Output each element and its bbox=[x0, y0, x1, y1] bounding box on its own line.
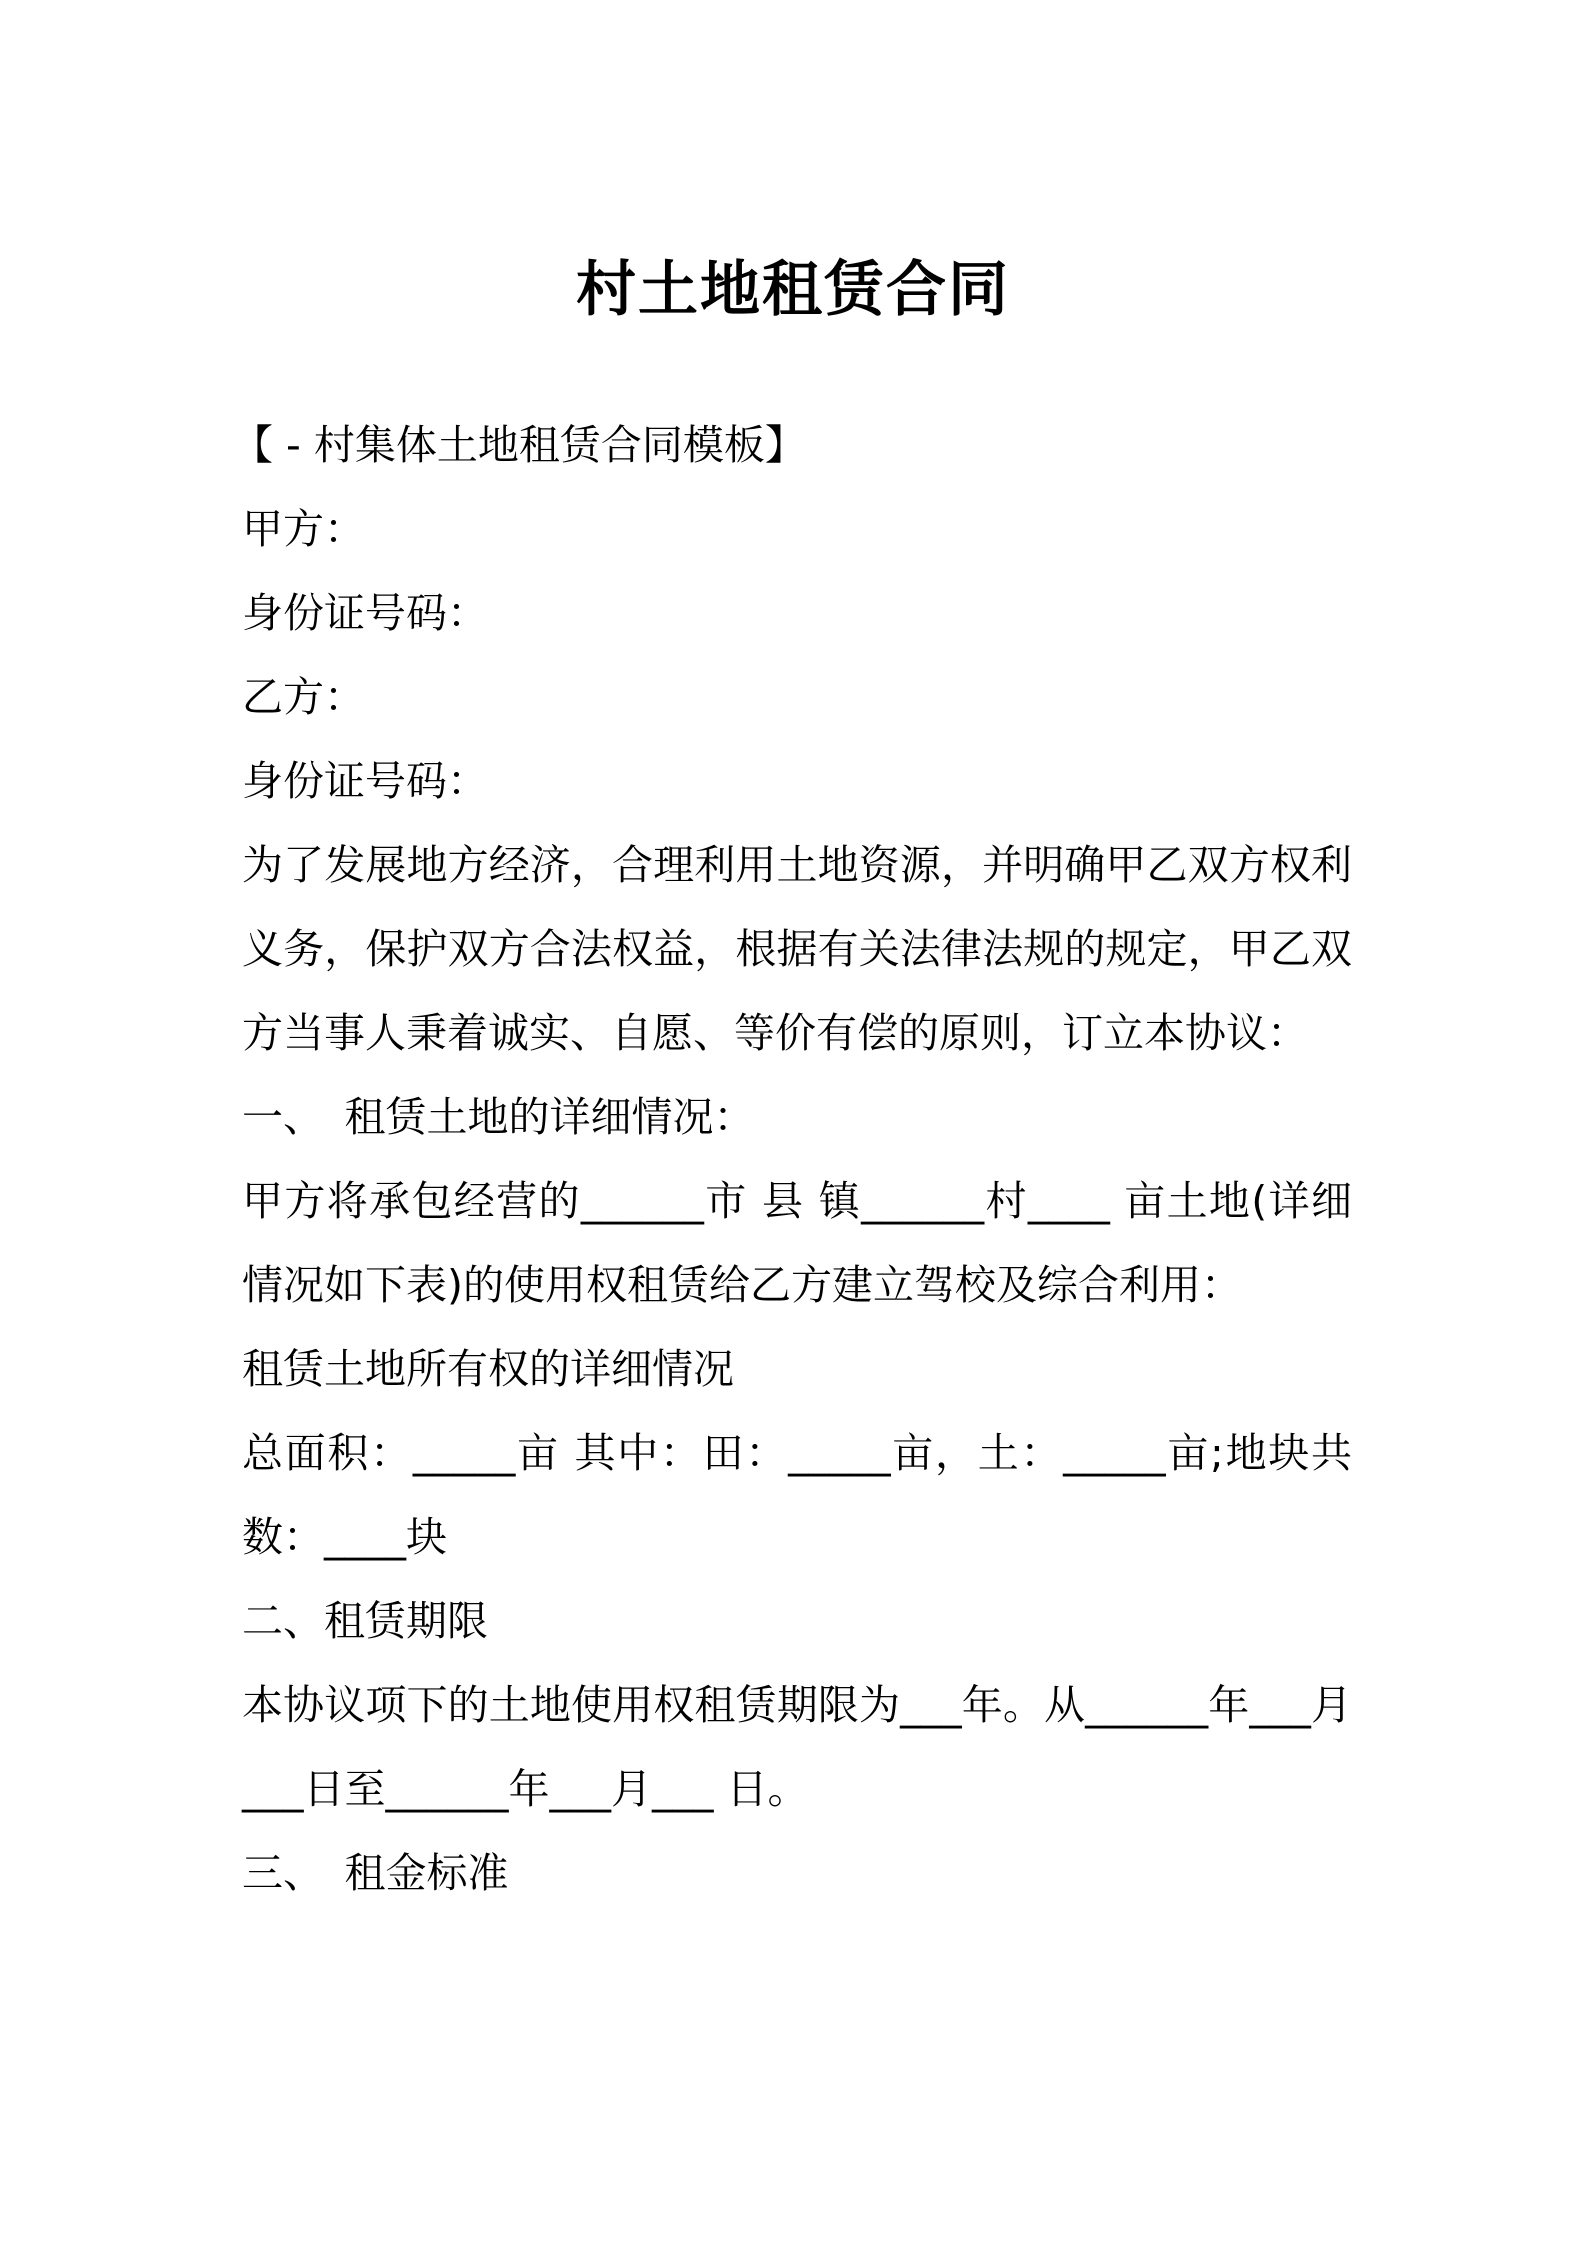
template-subtitle: 【 - 村集体土地租赁合同模板】 bbox=[232, 421, 806, 469]
party-b-id-label: 身份证号码： bbox=[242, 757, 488, 805]
section-1-land-description: 甲方将承包经营的______市 县 镇______村____ 亩土地(详细情况如下表)的使用权租赁给乙方建立驾校及综合利用： bbox=[242, 1177, 1352, 1309]
document-body bbox=[232, 403, 1352, 1915]
section-3-heading: 三、 租金标准 bbox=[242, 1849, 509, 1897]
party-b-label: 乙方： bbox=[242, 673, 365, 721]
party-a-id-label: 身份证号码： bbox=[242, 589, 488, 637]
section-1-heading: 一、 租赁土地的详细情况： bbox=[242, 1093, 755, 1141]
section-1-area-details: 总面积：_____亩 其中：田：_____亩，土：_____亩;地块共数：____块 bbox=[242, 1429, 1352, 1561]
section-2-heading: 二、租赁期限 bbox=[242, 1597, 488, 1645]
section-1-ownership-heading: 租赁土地所有权的详细情况 bbox=[242, 1345, 734, 1393]
preamble-paragraph: 为了发展地方经济，合理利用土地资源，并明确甲乙双方权利义务，保护双方合法权益，根据有关法律法规的规定，甲乙双方当事人秉着诚实、自愿、等价有偿的原则，订立本协议： bbox=[242, 841, 1352, 1057]
section-2-lease-term: 本协议项下的土地使用权租赁期限为___年。从______年___月___日至______年___月___ 日。 bbox=[242, 1681, 1352, 1813]
document-title: 村土地租赁合同 bbox=[576, 255, 1010, 325]
party-a-label: 甲方： bbox=[242, 505, 365, 553]
